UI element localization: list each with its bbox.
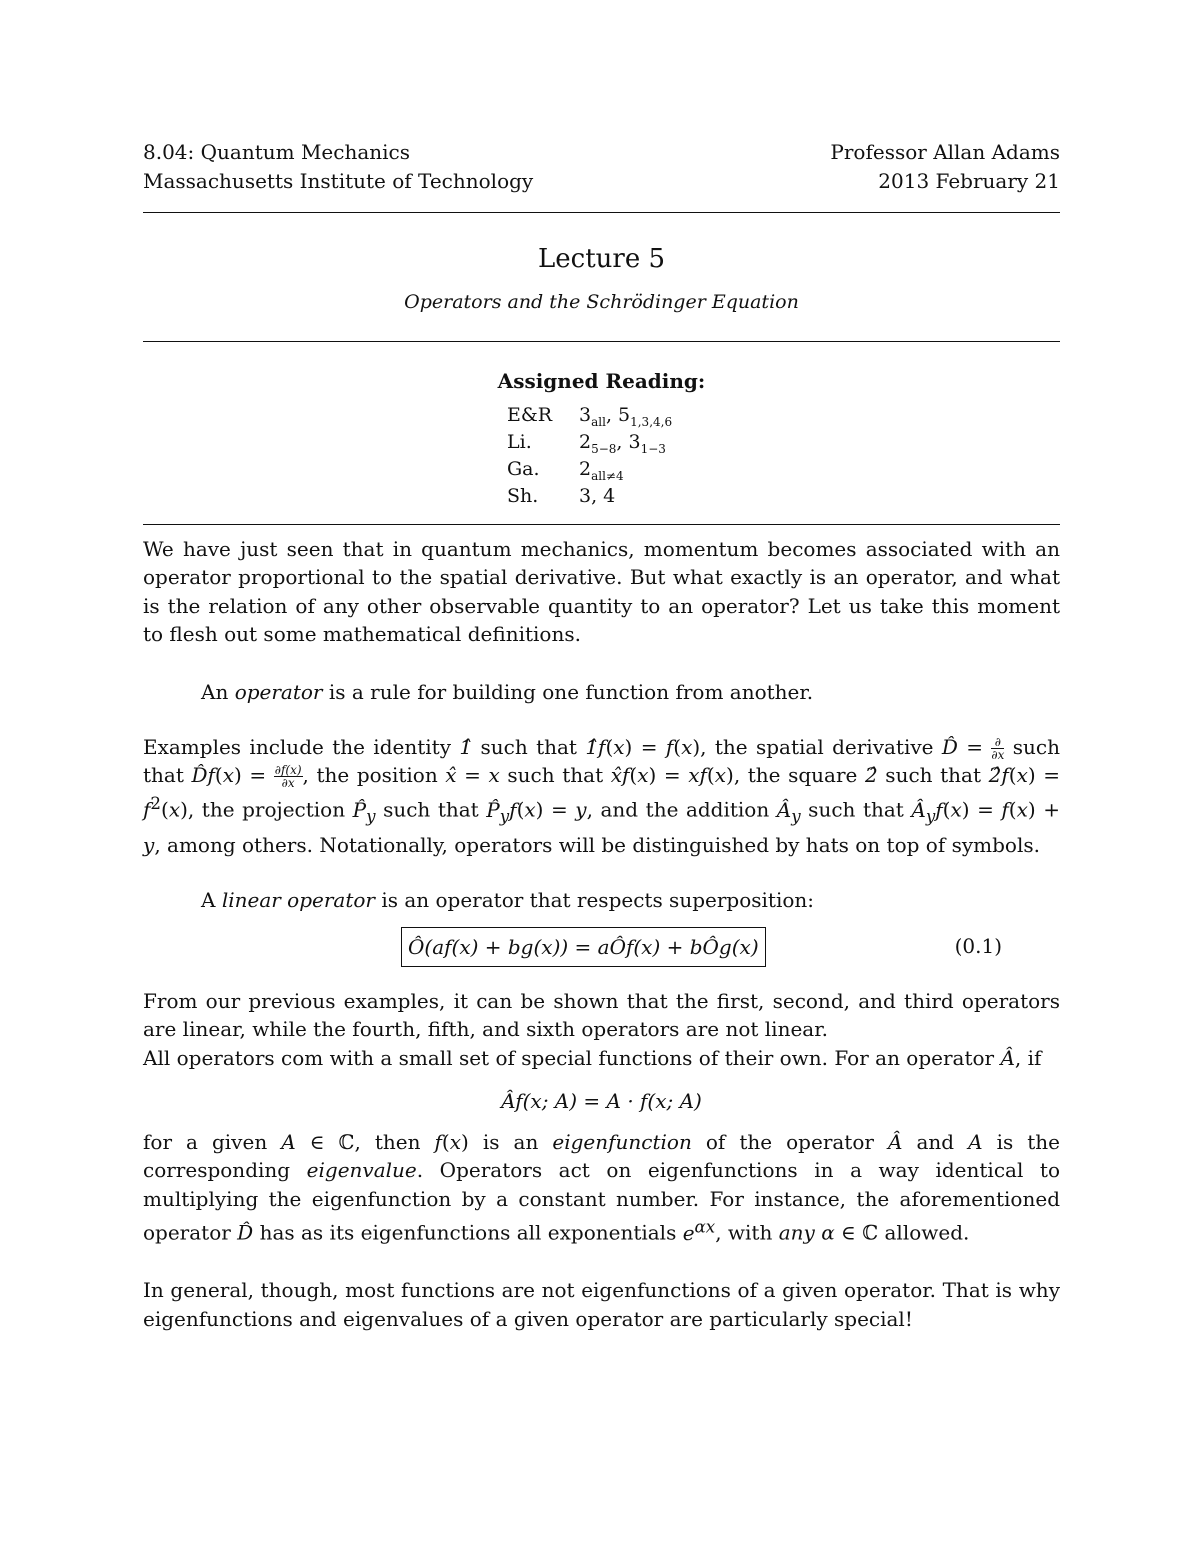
reading-sections: $2_{5-8}$, $3_{1-3}$ [579,431,666,456]
document-page [143,138,1060,1333]
header-row-2 [143,167,1060,196]
reading-sections: 3, 4 [579,485,616,507]
examples-paragraph: Examples include the identity 1̂ such that 1̂f(x) = f(x), the spatial derivative D̂ = $\frac{\partial}{\partial x}$ such that D̂f(x) = $\frac{\partial f(x)}{\partial x}$ , the position x̂ = x such that x̂f(x) = xf(x), the square 2̂ such that 2̂f(x) = $f^2(x)$, the projection $P̂_y$ such that $P̂_yf(x) = y$, and the addition $Â_y$ such that $Â_yf(x) = f(x) + y$, among others. Notationally, operators will be distinguished by hats on top of symbols. [143,735,1060,857]
reading-sections: $3_{all}$, $5_{1,3,4,6}$ [579,404,673,429]
reading-sections: $2_{all\ne 4}$ [579,458,624,483]
header-divider [143,212,1060,213]
eigenfunction-paragraph: for a given A ∈ ℂ, then f(x) is an eigenfunction of the operator Â and A is the corresponding eigenvalue. Operators act on eigenfunctions in a way identical to multiplying the eigenfunction by a constant number. For instance, the aforementioned operator D̂ has as its eigenfunctions all exponentials $e^{\alpha x}$, with any α ∈ ℂ allowed. [143,1129,1061,1245]
eigenvalue-equation: Âf(x; A) = A · f(x; A) [501,1088,702,1113]
reading-row [507,402,672,429]
header-row-1 [143,138,1060,167]
reading-source: Sh. [507,485,539,507]
reading-table [507,402,672,510]
lecture-subtitle: Operators and the Schrödinger Equation [404,291,799,313]
lecture-title: Lecture 5 [537,244,666,274]
reading-source: E&R [507,404,553,426]
linear-operator-definition: A linear operator is an operator that respects superposition: [201,888,815,913]
intro-paragraph: We have just seen that in quantum mechanics, momentum becomes associated with an operator proportional to the spatial derivative. But what exactly is an operator, and what is the relation of any other observable quantity to an operator? Let us take this moment to flesh out some mathematical definitions. [143,537,1060,647]
closing-paragraph: In general, though, most functions are not eigenfunctions of a given operator. That is why eigenfunctions and eigenvalues of a given operator are particularly special! [143,1278,1060,1331]
linearity-paragraph: From our previous examples, it can be shown that the first, second, and third operators are linear, while the fourth, fifth, and sixth operators are not linear. [143,988,1060,1042]
course-name: 8.04: Quantum Mechanics [143,140,411,164]
lecture-date: 2013 February 21 [878,169,1060,193]
institution-name: Massachusetts Institute of Technology [143,169,534,193]
reading-divider [143,524,1060,525]
reading-row [507,456,672,483]
operator-definition: An operator is a rule for building one function from another. [201,679,814,704]
reading-source: Ga. [507,458,540,480]
reading-row [507,429,672,456]
eigen-intro-paragraph: All operators com with a small set of special functions of their own. For an operator Â, if [143,1045,1042,1070]
reading-row [507,483,672,510]
professor-name: Professor Allan Adams [830,140,1060,164]
equation-0-1 [143,927,1060,971]
boxed-equation: Ô(af(x) + bg(x)) = aÔf(x) + bÔg(x) [401,927,766,967]
reading-source: Li. [507,431,532,453]
title-divider [143,341,1060,342]
equation-number: (0.1) [954,933,1002,958]
reading-heading: Assigned Reading: [497,369,706,393]
